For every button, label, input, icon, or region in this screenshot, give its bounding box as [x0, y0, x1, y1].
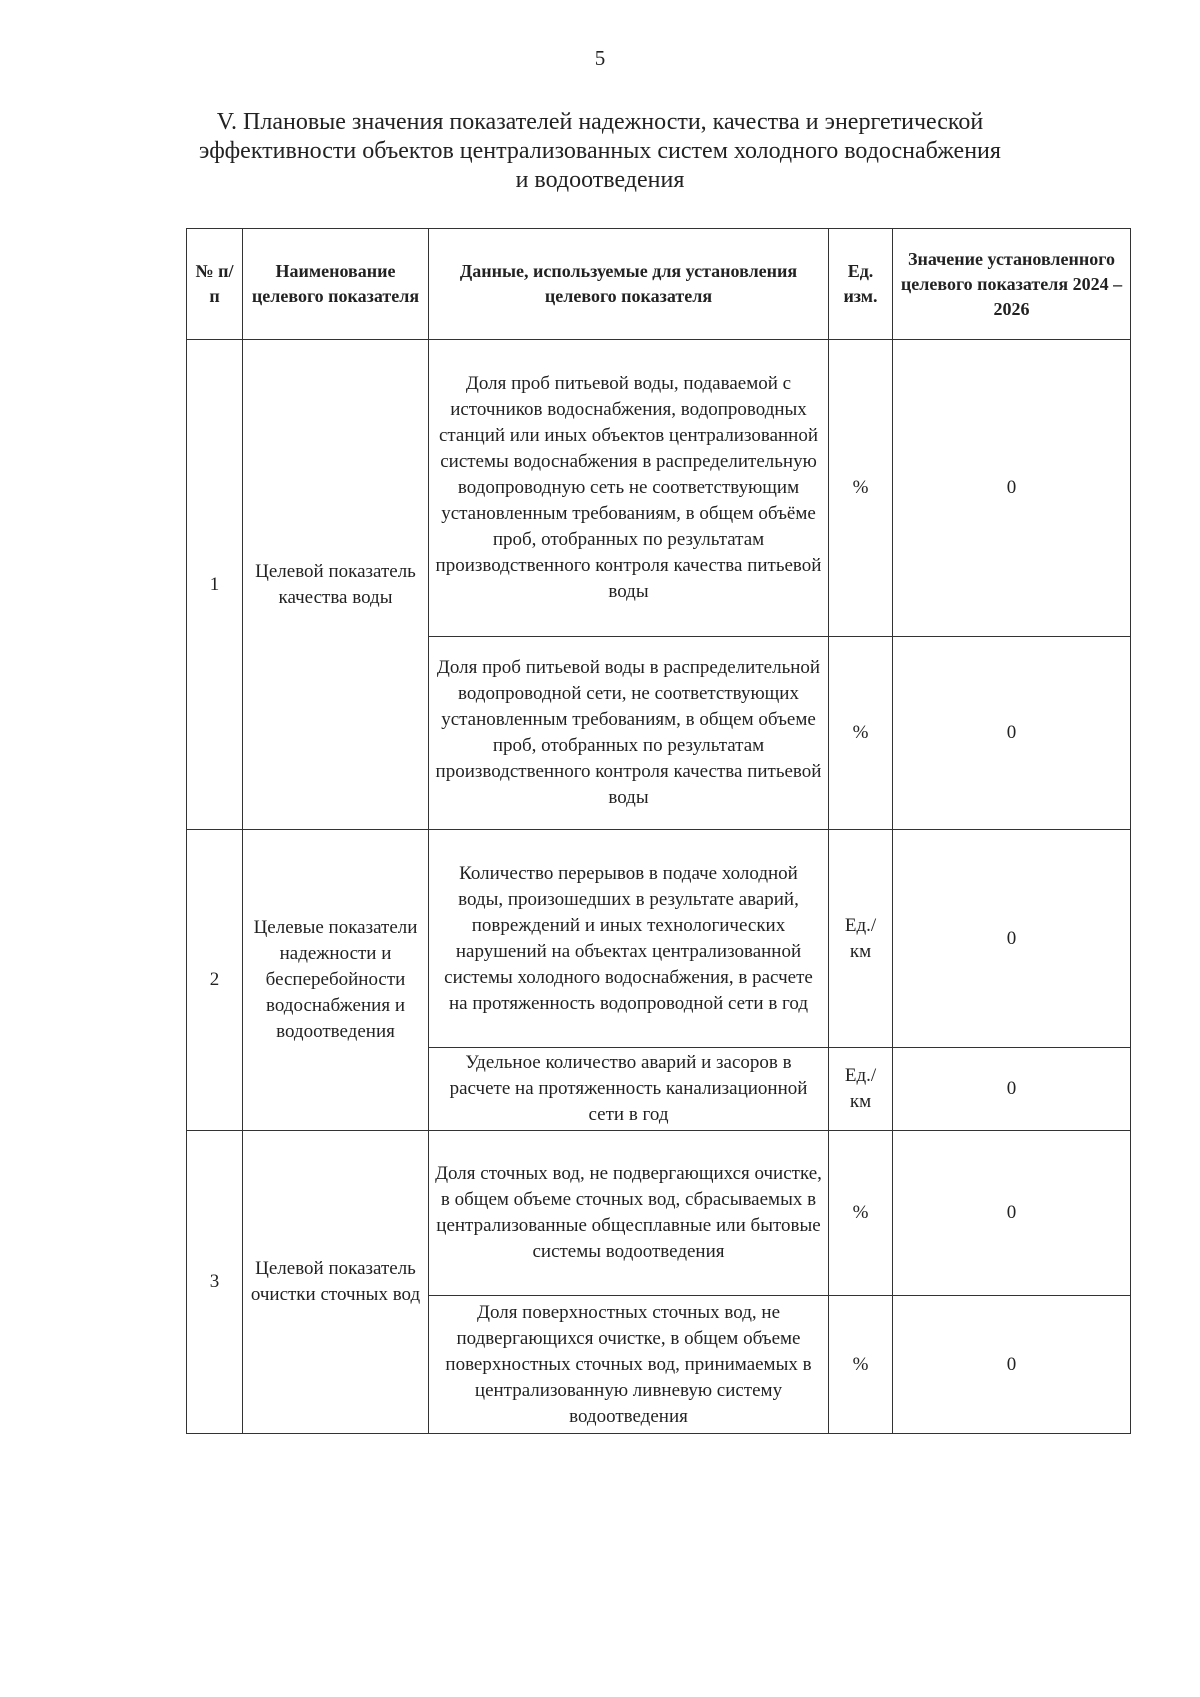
- value-cell: 0: [893, 1131, 1131, 1296]
- section-title-line-2: эффективности объектов централизованных систем холодного водоснабжения: [199, 138, 1001, 164]
- header-value: Значение установленного целевого показателя 2024 – 2026: [893, 229, 1131, 340]
- value-cell: 0: [893, 830, 1131, 1048]
- indicator-name: Целевые показатели надежности и бесперебойности водоснабжения и водоотведения: [243, 830, 429, 1131]
- header-unit: Ед. изм.: [829, 229, 893, 340]
- indicators-table: [186, 228, 1131, 1434]
- unit-cell: %: [829, 340, 893, 637]
- page-number: 5: [594, 46, 606, 70]
- header-name: Наименование целевого показателя: [243, 229, 429, 340]
- indicator-data: Удельное количество аварий и засоров в расчете на протяженность канализационной сети в год: [429, 1048, 829, 1131]
- unit-cell: Ед./км: [829, 830, 893, 1048]
- value-cell: 0: [893, 1048, 1131, 1131]
- indicator-data: Доля проб питьевой воды, подаваемой с источников водоснабжения, водопроводных станций или иных объектов централизованной системы водоснабжения в распределительную водопроводную сеть не соответствующим установленным требованиям, в общем объёме проб, отобранных по результатам производственного контроля качества питьевой воды: [429, 340, 829, 637]
- header-num: № п/п: [187, 229, 243, 340]
- indicator-name: Целевой показатель очистки сточных вод: [243, 1131, 429, 1434]
- indicator-data: Количество перерывов в подаче холодной воды, произошедших в результате аварий, повреждений и иных технологических нарушений на объектах централизованной системы холодного водоснабжения, в расчете на протяженность водопроводной сети в год: [429, 830, 829, 1048]
- unit-cell: %: [829, 1131, 893, 1296]
- indicator-name: Целевой показатель качества воды: [243, 340, 429, 830]
- group-number: 2: [187, 830, 243, 1131]
- indicator-data: Доля сточных вод, не подвергающихся очистке, в общем объеме сточных вод, сбрасываемых в централизованные общесплавные или бытовые системы водоотведения: [429, 1131, 829, 1296]
- indicator-data: Доля поверхностных сточных вод, не подвергающихся очистке, в общем объеме поверхностных сточных вод, принимаемых в централизованную ливневую систему водоотведения: [429, 1296, 829, 1434]
- section-title: [150, 108, 1050, 195]
- table-row: [187, 340, 1131, 637]
- table-row: [187, 830, 1131, 1048]
- group-number: 3: [187, 1131, 243, 1434]
- header-data: Данные, используемые для установления целевого показателя: [429, 229, 829, 340]
- unit-cell: %: [829, 637, 893, 830]
- value-cell: 0: [893, 340, 1131, 637]
- value-cell: 0: [893, 1296, 1131, 1434]
- group-number: 1: [187, 340, 243, 830]
- section-title-line-1: V. Плановые значения показателей надежности, качества и энергетической: [216, 109, 984, 135]
- header-row: [187, 229, 1131, 340]
- indicator-data: Доля проб питьевой воды в распределительной водопроводной сети, не соответствующих установленным требованиям, в общем объеме проб, отобранных по результатам производственного контроля качества питьевой воды: [429, 637, 829, 830]
- unit-cell: %: [829, 1296, 893, 1434]
- table-row: [187, 1131, 1131, 1296]
- section-title-line-3: и водоотведения: [515, 167, 685, 193]
- value-cell: 0: [893, 637, 1131, 830]
- unit-cell: Ед./км: [829, 1048, 893, 1131]
